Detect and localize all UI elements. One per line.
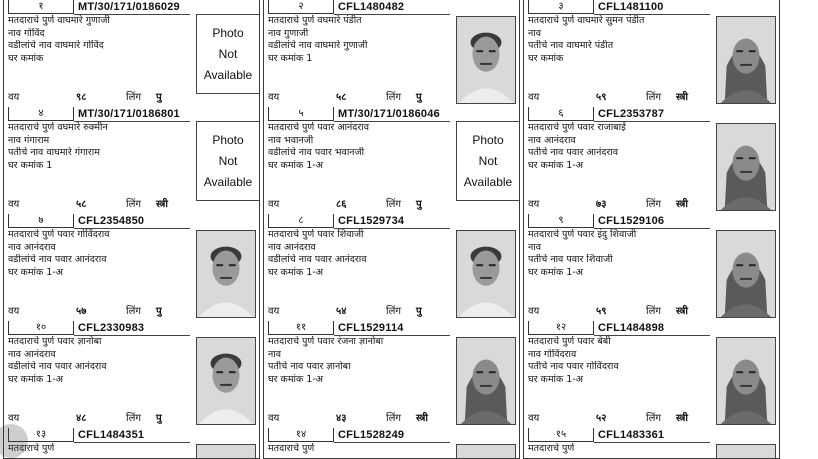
sex-value: पु bbox=[416, 199, 422, 210]
voter-name-line: मतदाराचे पुर्ण पवार बेबी bbox=[528, 336, 611, 347]
sex-value: पु bbox=[156, 413, 162, 424]
voter-photo bbox=[456, 337, 516, 425]
sex-label: लिंग bbox=[646, 92, 661, 103]
age-label: वय bbox=[528, 199, 540, 210]
voter-card bbox=[263, 428, 520, 459]
age-value: ७३ bbox=[596, 199, 607, 210]
age-value: ५८ bbox=[336, 92, 347, 103]
house-number-line: घर कमांक 1 bbox=[268, 52, 313, 64]
voter-details bbox=[528, 443, 710, 459]
voter-name-line: मतदाराचे पुर्ण पवार गोविंदराव bbox=[8, 229, 110, 240]
voter-name-line: मतदाराचे पुर्ण वघमारे पंडीत bbox=[268, 15, 362, 26]
age-sex-row bbox=[528, 303, 710, 317]
name-line: नाव आनंदराव bbox=[268, 241, 316, 253]
sex-value: पु bbox=[416, 92, 422, 103]
age-value: ४८ bbox=[76, 413, 87, 424]
epic-number: MT/30/171/0186046 bbox=[338, 108, 440, 120]
epic-number: CFL2353787 bbox=[598, 108, 665, 120]
voter-card bbox=[3, 428, 260, 459]
relation-line: पतीचे नाव वाघमारे पंडीत bbox=[528, 40, 614, 51]
sex-value: पु bbox=[156, 92, 162, 103]
serial-number: ६ bbox=[528, 107, 594, 121]
name-line: नाव आनंदराव bbox=[8, 241, 56, 253]
sex-label: लिंग bbox=[386, 413, 401, 424]
voter-photo bbox=[716, 16, 776, 104]
sex-label: लिंग bbox=[126, 199, 141, 210]
card-header bbox=[264, 214, 519, 229]
voter-name-line: मतदाराचे पुर्ण वाघमारे सुमन पंडीत bbox=[528, 15, 645, 26]
age-value: ५९ bbox=[596, 92, 607, 103]
card-header bbox=[524, 0, 779, 15]
photo-not-available-text: Available bbox=[203, 174, 253, 189]
photo-not-available-text: Available bbox=[463, 174, 513, 189]
voter-name-line: मतदाराचे पुर्ण bbox=[528, 443, 575, 454]
age-label: वय bbox=[268, 413, 280, 424]
serial-number: ५ bbox=[268, 107, 334, 121]
house-number-line: घर कमांक bbox=[8, 52, 44, 64]
voter-name-line: मतदाराचे पुर्ण bbox=[268, 443, 315, 454]
sex-value: स्त्री bbox=[676, 92, 688, 103]
voter-photo bbox=[196, 337, 256, 425]
photo-not-available-text: Photo bbox=[212, 25, 244, 40]
photo-not-available-text: Available bbox=[203, 67, 253, 82]
age-value: ५७ bbox=[76, 306, 87, 317]
house-number-line: घर कमांक 1-अ bbox=[8, 266, 64, 278]
photo-not-available-text: Not bbox=[218, 46, 238, 61]
epic-number: CFL2330983 bbox=[78, 322, 145, 334]
age-value: ५८ bbox=[76, 199, 87, 210]
sex-label: लिंग bbox=[126, 413, 141, 424]
voter-card bbox=[3, 214, 260, 322]
age-value: ९८ bbox=[76, 92, 87, 103]
photo-not-available-text: Not bbox=[478, 153, 498, 168]
voter-name-line: मतदाराचे पुर्ण bbox=[8, 443, 55, 454]
photo-not-available-box bbox=[456, 121, 520, 201]
epic-number: CFL1484898 bbox=[598, 322, 665, 334]
serial-number: १३ bbox=[8, 428, 74, 442]
sex-label: लिंग bbox=[386, 199, 401, 210]
voter-photo bbox=[716, 230, 776, 318]
age-label: वय bbox=[268, 92, 280, 103]
age-value: ४३ bbox=[336, 413, 347, 424]
voter-card bbox=[263, 214, 520, 322]
house-number-line: घर कमांक 1-अ bbox=[528, 159, 584, 171]
serial-number: ७ bbox=[8, 214, 74, 228]
age-sex-row bbox=[268, 410, 450, 424]
age-value: ५२ bbox=[596, 413, 607, 424]
relation-line: वडीलांचे नाव पवार आनंदराव bbox=[8, 361, 107, 372]
age-sex-row bbox=[268, 89, 450, 103]
epic-number: CFL1484351 bbox=[78, 429, 145, 441]
card-header bbox=[4, 321, 259, 336]
age-label: वय bbox=[8, 199, 20, 210]
serial-number: ४ bbox=[8, 107, 74, 121]
house-number-line: घर कमांक 1-अ bbox=[8, 373, 64, 385]
card-header bbox=[4, 0, 259, 15]
photo-not-available-box bbox=[196, 14, 260, 94]
age-sex-row bbox=[8, 410, 190, 424]
voter-name-line: मतदाराचे पुर्ण पवार राजाबाई bbox=[528, 122, 626, 133]
name-line: नाव bbox=[268, 348, 282, 360]
epic-number: CFL1528249 bbox=[338, 429, 405, 441]
age-sex-row bbox=[528, 89, 710, 103]
age-label: वय bbox=[528, 92, 540, 103]
relation-line: वडीलांचे नाव वाघमारे गुणाजी bbox=[268, 40, 368, 51]
sex-label: लिंग bbox=[646, 199, 661, 210]
age-sex-row bbox=[528, 410, 710, 424]
relation-line: पतीचे नाव पवार ज्ञानोबा bbox=[268, 361, 351, 372]
voter-card bbox=[263, 107, 520, 215]
epic-number: CFL1529106 bbox=[598, 215, 665, 227]
sex-value: स्त्री bbox=[156, 199, 168, 210]
voter-name-line: मतदाराचे पुर्ण वघमारे रुक्मीन bbox=[8, 122, 108, 133]
epic-number: CFL1480482 bbox=[338, 1, 405, 13]
house-number-line: घर कमांक 1-अ bbox=[528, 373, 584, 385]
relation-line: वडीलांचे नाव पवार आनंदराव bbox=[268, 254, 367, 265]
voter-photo bbox=[716, 123, 776, 211]
sex-label: लिंग bbox=[646, 306, 661, 317]
serial-number: १४ bbox=[268, 428, 334, 442]
epic-number: MT/30/171/0186029 bbox=[78, 1, 180, 13]
voter-details bbox=[268, 443, 450, 459]
voter-name-line: मतदाराचे पुर्ण पवार इंदु शिवाजी bbox=[528, 229, 637, 240]
age-value: ५९ bbox=[596, 306, 607, 317]
age-label: वय bbox=[8, 92, 20, 103]
card-header bbox=[264, 107, 519, 122]
age-label: वय bbox=[8, 306, 20, 317]
age-label: वय bbox=[528, 413, 540, 424]
voter-photo bbox=[456, 16, 516, 104]
voter-card bbox=[3, 0, 260, 108]
relation-line: वडीलांचे नाव वाघमारे गोविंद bbox=[8, 40, 104, 51]
house-number-line: घर कमांक bbox=[528, 52, 564, 64]
house-number-line: घर कमांक 1-अ bbox=[268, 266, 324, 278]
sex-label: लिंग bbox=[646, 413, 661, 424]
epic-number: CFL1529114 bbox=[338, 322, 404, 334]
serial-number: १ bbox=[8, 0, 74, 14]
sex-value: पु bbox=[416, 306, 422, 317]
age-label: वय bbox=[8, 413, 20, 424]
voter-card bbox=[523, 107, 780, 215]
serial-number: ३ bbox=[528, 0, 594, 14]
voter-photo bbox=[196, 444, 256, 459]
name-line: नाव गोविंदराव bbox=[528, 348, 577, 360]
voter-name-line: मतदाराचे पुर्ण पवार शिवाजी bbox=[268, 229, 364, 240]
serial-number: १५ bbox=[528, 428, 594, 442]
photo-not-available-text: Not bbox=[218, 153, 238, 168]
age-sex-row bbox=[8, 196, 190, 210]
name-line: नाव bbox=[528, 241, 542, 253]
age-value: ५४ bbox=[336, 306, 347, 317]
relation-line: वडीलांचे नाव पवार भवानजी bbox=[268, 147, 365, 158]
house-number-line: घर कमांक 1 bbox=[8, 159, 53, 171]
serial-number: १२ bbox=[528, 321, 594, 335]
voter-photo bbox=[456, 444, 516, 459]
photo-not-available-box bbox=[196, 121, 260, 201]
house-number-line: घर कमांक 1-अ bbox=[268, 159, 324, 171]
voter-name-line: मतदाराचे पुर्ण पवार रंजना ज्ञानोबा bbox=[268, 336, 384, 347]
relation-line: वडीलांचे नाव पवार आनंदराव bbox=[8, 254, 107, 265]
sex-label: लिंग bbox=[386, 306, 401, 317]
voter-photo bbox=[196, 230, 256, 318]
voter-card bbox=[523, 214, 780, 322]
card-header bbox=[4, 214, 259, 229]
name-line: नाव गंगाराम bbox=[8, 134, 50, 146]
voter-photo bbox=[716, 337, 776, 425]
photo-not-available-text: Photo bbox=[212, 132, 244, 147]
name-line: नाव bbox=[528, 27, 542, 39]
card-header bbox=[264, 428, 519, 443]
relation-line: पतीचे नाव पवार आनंदराव bbox=[528, 147, 619, 158]
voter-name-line: मतदाराचे पुर्ण पवार ज्ञानोबा bbox=[8, 336, 102, 347]
relation-line: पतीचे नाव पवार गोविंदराव bbox=[528, 361, 619, 372]
voter-details bbox=[8, 443, 190, 459]
serial-number: ११ bbox=[268, 321, 334, 335]
serial-number: ९ bbox=[528, 214, 594, 228]
serial-number: २ bbox=[268, 0, 334, 14]
age-sex-row bbox=[268, 196, 450, 210]
serial-number: ८ bbox=[268, 214, 334, 228]
age-label: वय bbox=[268, 306, 280, 317]
name-line: नाव गुणाजी bbox=[268, 27, 309, 39]
name-line: नाव आनंदराव bbox=[528, 134, 576, 146]
voter-photo bbox=[716, 444, 776, 459]
card-header bbox=[4, 107, 259, 122]
name-line: नाव आनंदराव bbox=[8, 348, 56, 360]
card-header bbox=[524, 428, 779, 443]
card-header bbox=[4, 428, 259, 443]
sex-value: स्त्री bbox=[416, 413, 428, 424]
age-sex-row bbox=[528, 196, 710, 210]
relation-line: पतीचे नाव पवार शिवाजी bbox=[528, 254, 613, 265]
age-label: वय bbox=[528, 306, 540, 317]
epic-number: MT/30/171/0186801 bbox=[78, 108, 180, 120]
age-sex-row bbox=[8, 89, 190, 103]
voter-card bbox=[523, 428, 780, 459]
epic-number: CFL1483361 bbox=[598, 429, 665, 441]
sex-value: पु bbox=[156, 306, 162, 317]
house-number-line: घर कमांक 1-अ bbox=[268, 373, 324, 385]
house-number-line: घर कमांक 1-अ bbox=[528, 266, 584, 278]
voter-card bbox=[523, 0, 780, 108]
sex-label: लिंग bbox=[126, 92, 141, 103]
card-header bbox=[524, 321, 779, 336]
voter-card bbox=[3, 107, 260, 215]
relation-line: पतीचे नाव वाघमारे गंगाराम bbox=[8, 147, 100, 158]
sex-label: लिंग bbox=[126, 306, 141, 317]
voter-card bbox=[263, 0, 520, 108]
age-sex-row bbox=[8, 303, 190, 317]
name-line: नाव भवानजी bbox=[268, 134, 314, 146]
epic-number: CFL1481100 bbox=[598, 1, 664, 13]
sex-value: स्त्री bbox=[676, 306, 688, 317]
age-label: वय bbox=[268, 199, 280, 210]
epic-number: CFL2354850 bbox=[78, 215, 145, 227]
photo-not-available-text: Photo bbox=[472, 132, 504, 147]
card-header bbox=[524, 214, 779, 229]
name-line: नाव गोविंद bbox=[8, 27, 45, 39]
voter-name-line: मतदाराचे पुर्ण वाघमारे गुणाजी bbox=[8, 15, 110, 26]
age-sex-row bbox=[268, 303, 450, 317]
card-header bbox=[264, 0, 519, 15]
card-header bbox=[524, 107, 779, 122]
voter-card bbox=[523, 321, 780, 429]
card-header bbox=[264, 321, 519, 336]
sex-value: स्त्री bbox=[676, 413, 688, 424]
sex-value: स्त्री bbox=[676, 199, 688, 210]
voter-name-line: मतदाराचे पुर्ण पवार आनंदराव bbox=[268, 122, 369, 133]
voter-card bbox=[263, 321, 520, 429]
voter-card bbox=[3, 321, 260, 429]
sex-label: लिंग bbox=[386, 92, 401, 103]
voter-photo bbox=[456, 230, 516, 318]
serial-number: १० bbox=[8, 321, 74, 335]
epic-number: CFL1529734 bbox=[338, 215, 405, 227]
age-value: ८६ bbox=[336, 199, 347, 210]
